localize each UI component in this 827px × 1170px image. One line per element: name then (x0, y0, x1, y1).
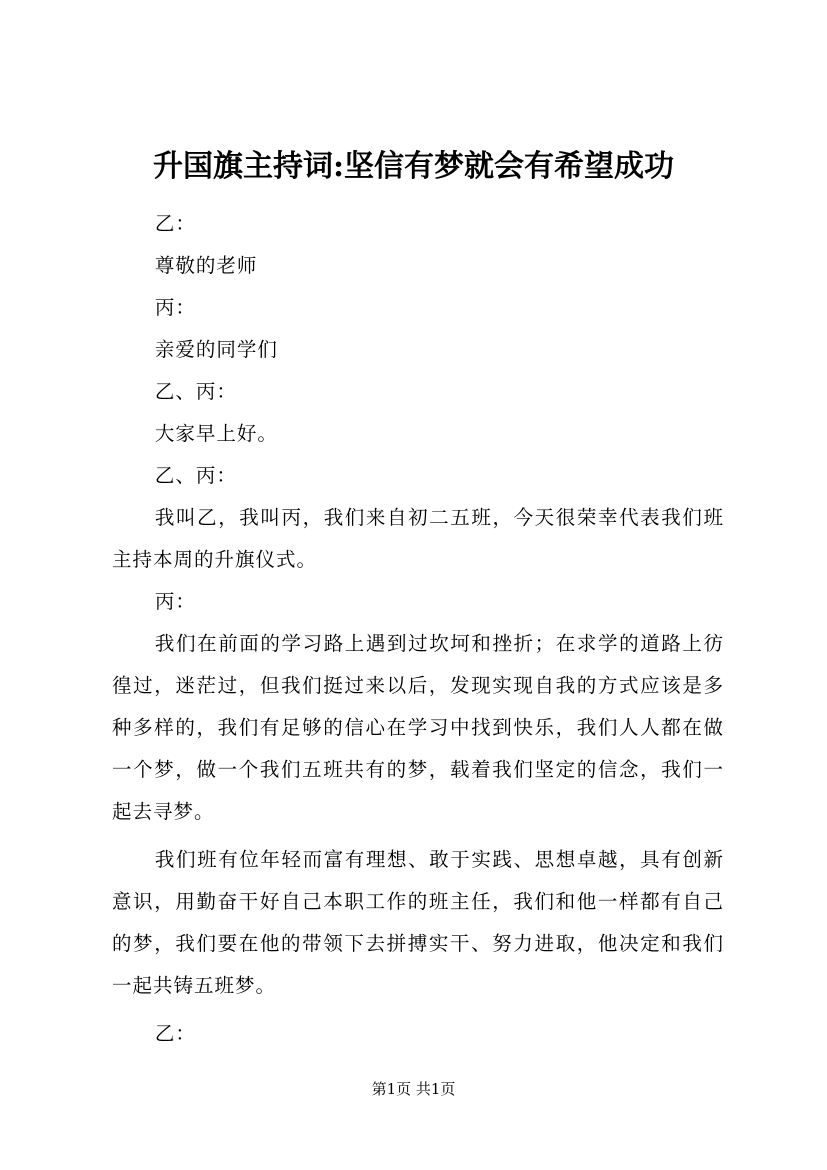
paragraph: 丙： (154, 590, 196, 613)
paragraph: 亲爱的同学们 (154, 338, 278, 361)
document-body (112, 203, 724, 1055)
paragraph: 丙： (154, 296, 196, 319)
paragraph: 我叫乙，我叫丙，我们来自初二五班，今天很荣幸代表我们班主持本周的升旗仪式。 (112, 506, 724, 571)
paragraph: 乙： (154, 1022, 196, 1045)
document-title: 升国旗主持词:坚信有梦就会有希望成功 (152, 149, 675, 184)
paragraph: 我们班有位年轻而富有理想、敢于实践、思想卓越，具有创新意识，用勤奋干好自己本职工作的班主任，我们和他一样都有自己的梦，我们要在他的带领下去拼搏实干、努力进取，他决定和我们一起共铸五班梦。 (112, 848, 724, 997)
paragraph: 大家早上好。 (154, 422, 278, 445)
paragraph: 乙、丙： (154, 464, 237, 487)
paragraph: 乙： (154, 212, 196, 235)
paragraph: 我们在前面的学习路上遇到过坎坷和挫折；在求学的道路上彷徨过，迷茫过，但我们挺过来以后，发现实现自我的方式应该是多种多样的，我们有足够的信心在学习中找到快乐，我们人人都在做一个梦，做一个我们五班共有的梦，载着我们坚定的信念，我们一起去寻梦。 (112, 632, 724, 823)
paragraph: 尊敬的老师 (154, 254, 258, 277)
page-footer: 第1页 共1页 (371, 1080, 456, 1098)
paragraph: 乙、丙： (154, 380, 237, 403)
